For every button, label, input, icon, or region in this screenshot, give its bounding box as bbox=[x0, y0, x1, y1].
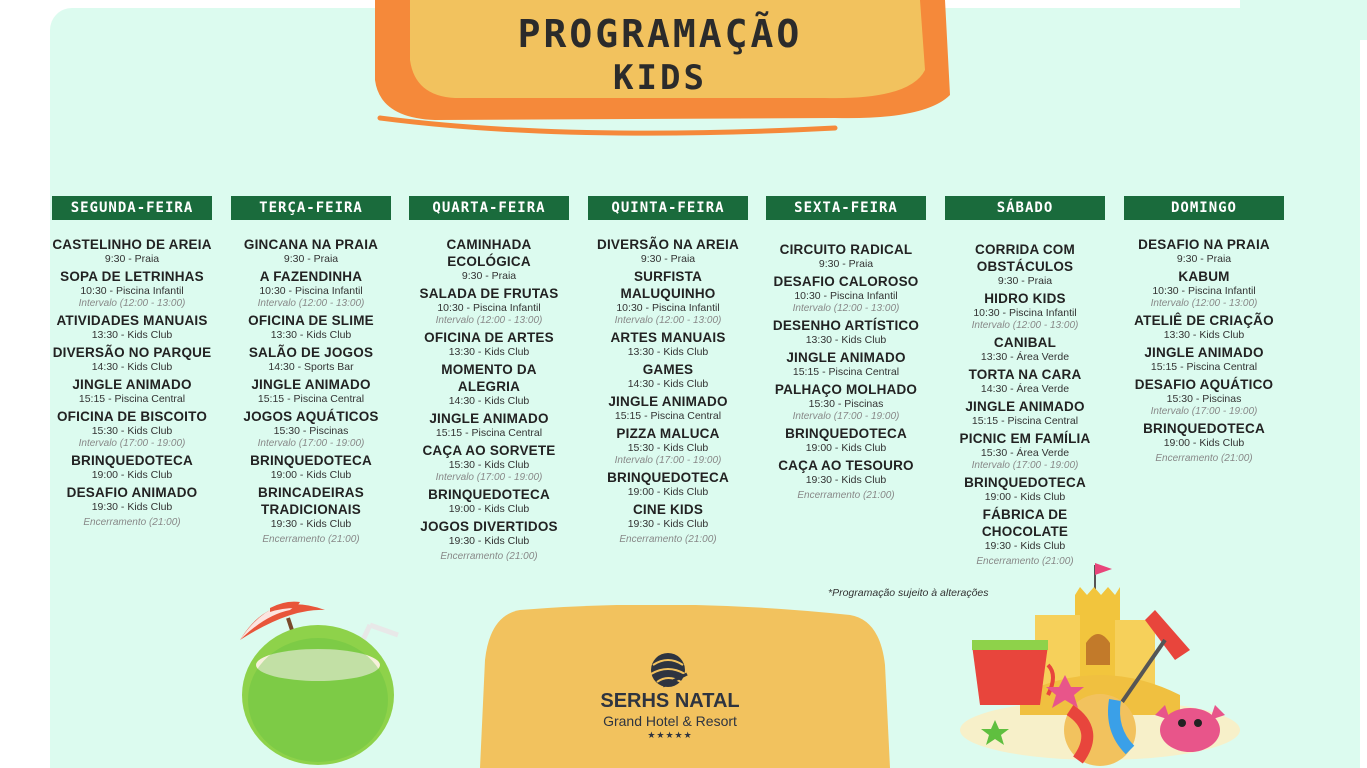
day-column bbox=[766, 196, 926, 502]
event-time-location: 19:00 - Kids Club bbox=[984, 491, 1066, 503]
event-item bbox=[945, 506, 1105, 553]
event-title: CASTELINHO DE AREIA bbox=[52, 237, 212, 252]
event-item bbox=[766, 425, 926, 455]
event-item bbox=[52, 376, 212, 406]
event-title: JOGOS AQUÁTICOS bbox=[243, 409, 379, 424]
event-title: FÁBRICA DE CHOCOLATE bbox=[981, 507, 1069, 539]
event-time-location: 10:30 - Piscina Infantil bbox=[259, 285, 363, 297]
event-time-location: 19:00 - Kids Club bbox=[1163, 437, 1245, 449]
event-time-location: 9:30 - Praia bbox=[997, 275, 1053, 287]
event-item bbox=[588, 236, 748, 266]
event-title: TORTA NA CARA bbox=[968, 367, 1082, 382]
day-column bbox=[588, 196, 748, 546]
event-title: CINE KIDS bbox=[632, 502, 704, 517]
event-title: OFICINA DE SLIME bbox=[248, 313, 374, 328]
event-item bbox=[945, 430, 1105, 472]
day-column bbox=[1124, 196, 1284, 465]
closing-time: Encerramento (21:00) bbox=[619, 534, 717, 545]
event-title: BRINQUEDOTECA bbox=[785, 426, 907, 441]
event-time-location: 19:30 - Kids Club bbox=[984, 540, 1066, 552]
event-interval: Intervalo (17:00 - 19:00) bbox=[1150, 406, 1258, 417]
event-item bbox=[231, 452, 391, 482]
event-title: MOMENTO DA ALEGRIA bbox=[441, 362, 537, 394]
event-interval: Intervalo (12:00 - 13:00) bbox=[971, 320, 1079, 331]
title-banner bbox=[365, 0, 955, 140]
event-time-location: 19:30 - Kids Club bbox=[448, 535, 530, 547]
closing-time: Encerramento (21:00) bbox=[83, 517, 181, 528]
event-time-location: 9:30 - Praia bbox=[461, 270, 517, 282]
event-time-location: 9:30 - Praia bbox=[640, 253, 696, 265]
event-title: JINGLE ANIMADO bbox=[72, 377, 192, 392]
event-item bbox=[1124, 344, 1284, 374]
event-time-location: 19:00 - Kids Club bbox=[627, 486, 709, 498]
brand-stars: ★★★★★ bbox=[647, 731, 693, 741]
event-item bbox=[588, 501, 748, 531]
event-item bbox=[52, 484, 212, 514]
event-time-location: 13:30 - Kids Club bbox=[1163, 329, 1245, 341]
event-item bbox=[52, 344, 212, 374]
event-title: JINGLE ANIMADO bbox=[251, 377, 371, 392]
event-item bbox=[588, 329, 748, 359]
event-item bbox=[1124, 420, 1284, 450]
event-item bbox=[1124, 236, 1284, 266]
event-item bbox=[945, 474, 1105, 504]
day-column bbox=[52, 196, 212, 529]
event-item bbox=[588, 469, 748, 499]
event-time-location: 15:30 - Área Verde bbox=[980, 447, 1070, 459]
event-item bbox=[52, 452, 212, 482]
event-time-location: 9:30 - Praia bbox=[818, 258, 874, 270]
event-title: DESAFIO AQUÁTICO bbox=[1134, 377, 1274, 392]
event-item bbox=[231, 268, 391, 310]
event-item bbox=[588, 268, 748, 327]
event-title: SALADA DE FRUTAS bbox=[419, 286, 559, 301]
event-title: PICNIC EM FAMÍLIA bbox=[959, 431, 1091, 446]
event-item bbox=[588, 361, 748, 391]
sandcastle-illustration bbox=[950, 555, 1240, 768]
event-item bbox=[52, 268, 212, 310]
event-time-location: 19:30 - Kids Club bbox=[805, 474, 887, 486]
event-time-location: 19:00 - Kids Club bbox=[91, 469, 173, 481]
event-time-location: 15:15 - Piscina Central bbox=[614, 410, 722, 422]
closing-time: Encerramento (21:00) bbox=[1155, 453, 1253, 464]
page-title: PROGRAMAÇÃO bbox=[517, 12, 803, 56]
event-item bbox=[945, 334, 1105, 364]
event-list bbox=[945, 241, 1105, 568]
event-list bbox=[409, 236, 569, 563]
event-item bbox=[1124, 376, 1284, 418]
event-title: CANIBAL bbox=[993, 335, 1057, 350]
event-title: BRINCADEIRAS TRADICIONAIS bbox=[258, 485, 364, 517]
event-time-location: 15:15 - Piscina Central bbox=[78, 393, 186, 405]
event-title: BRINQUEDOTECA bbox=[964, 475, 1086, 490]
event-title: JINGLE ANIMADO bbox=[608, 394, 728, 409]
event-interval: Intervalo (17:00 - 19:00) bbox=[614, 455, 722, 466]
event-item bbox=[766, 317, 926, 347]
event-title: BRINQUEDOTECA bbox=[250, 453, 372, 468]
event-interval: Intervalo (17:00 - 19:00) bbox=[78, 438, 186, 449]
event-item bbox=[1124, 312, 1284, 342]
event-time-location: 14:30 - Área Verde bbox=[980, 383, 1070, 395]
event-list bbox=[766, 241, 926, 502]
event-time-location: 15:30 - Piscinas bbox=[1166, 393, 1242, 405]
event-time-location: 10:30 - Piscina Infantil bbox=[616, 302, 720, 314]
closing-time: Encerramento (21:00) bbox=[797, 490, 895, 501]
event-title: CORRIDA COM OBSTÁCULOS bbox=[975, 242, 1075, 274]
event-time-location: 15:15 - Piscina Central bbox=[1150, 361, 1258, 373]
event-title: GAMES bbox=[642, 362, 694, 377]
event-title: DESAFIO NA PRAIA bbox=[1138, 237, 1270, 252]
event-item bbox=[409, 285, 569, 327]
event-item bbox=[588, 393, 748, 423]
background-corner bbox=[1240, 0, 1367, 40]
event-time-location: 15:30 - Kids Club bbox=[627, 442, 709, 454]
closing-time: Encerramento (21:00) bbox=[976, 556, 1074, 567]
event-list bbox=[231, 236, 391, 546]
day-header: SÁBADO bbox=[945, 196, 1105, 220]
day-header: QUARTA-FEIRA bbox=[409, 196, 569, 220]
event-title: JINGLE ANIMADO bbox=[786, 350, 906, 365]
closing-time: Encerramento (21:00) bbox=[440, 551, 538, 562]
event-list bbox=[52, 236, 212, 529]
event-time-location: 19:30 - Kids Club bbox=[270, 518, 352, 530]
event-item bbox=[52, 312, 212, 342]
event-item bbox=[409, 361, 569, 408]
event-item bbox=[766, 381, 926, 423]
event-interval: Intervalo (17:00 - 19:00) bbox=[792, 411, 900, 422]
event-time-location: 9:30 - Praia bbox=[104, 253, 160, 265]
event-time-location: 13:30 - Kids Club bbox=[805, 334, 887, 346]
event-interval: Intervalo (17:00 - 19:00) bbox=[971, 460, 1079, 471]
event-item bbox=[1124, 268, 1284, 310]
event-title: BRINQUEDOTECA bbox=[428, 487, 550, 502]
event-title: ATIVIDADES MANUAIS bbox=[56, 313, 208, 328]
day-header: TERÇA-FEIRA bbox=[231, 196, 391, 220]
event-interval: Intervalo (17:00 - 19:00) bbox=[435, 472, 543, 483]
event-time-location: 9:30 - Praia bbox=[283, 253, 339, 265]
event-title: CIRCUITO RADICAL bbox=[779, 242, 913, 257]
event-interval: Intervalo (17:00 - 19:00) bbox=[257, 438, 365, 449]
event-interval: Intervalo (12:00 - 13:00) bbox=[435, 315, 543, 326]
day-header: SEXTA-FEIRA bbox=[766, 196, 926, 220]
event-list bbox=[1124, 236, 1284, 465]
event-title: BRINQUEDOTECA bbox=[71, 453, 193, 468]
day-column bbox=[945, 196, 1105, 568]
event-title: DIVERSÃO NA AREIA bbox=[597, 237, 739, 252]
event-item bbox=[409, 329, 569, 359]
event-item bbox=[231, 376, 391, 406]
event-time-location: 19:30 - Kids Club bbox=[91, 501, 173, 513]
event-time-location: 14:30 - Sports Bar bbox=[268, 361, 354, 373]
event-title: JINGLE ANIMADO bbox=[429, 411, 549, 426]
event-time-location: 10:30 - Piscina Infantil bbox=[437, 302, 541, 314]
event-interval: Intervalo (12:00 - 13:00) bbox=[792, 303, 900, 314]
event-item bbox=[766, 349, 926, 379]
event-title: ATELIÊ DE CRIAÇÃO bbox=[1134, 313, 1274, 328]
event-title: PIZZA MALUCA bbox=[616, 426, 720, 441]
event-title: OFICINA DE ARTES bbox=[424, 330, 554, 345]
event-title: KABUM bbox=[1178, 269, 1230, 284]
event-item bbox=[766, 457, 926, 487]
event-title: CAÇA AO SORVETE bbox=[422, 443, 556, 458]
event-title: BRINQUEDOTECA bbox=[1143, 421, 1265, 436]
event-title: PALHAÇO MOLHADO bbox=[774, 382, 918, 397]
event-time-location: 15:15 - Piscina Central bbox=[971, 415, 1079, 427]
event-title: CAÇA AO TESOURO bbox=[778, 458, 914, 473]
event-title: DIVERSÃO NO PARQUE bbox=[52, 345, 212, 360]
event-time-location: 19:00 - Kids Club bbox=[270, 469, 352, 481]
event-item bbox=[409, 410, 569, 440]
event-interval: Intervalo (12:00 - 13:00) bbox=[78, 298, 186, 309]
event-time-location: 13:30 - Área Verde bbox=[980, 351, 1070, 363]
event-item bbox=[945, 366, 1105, 396]
event-time-location: 14:30 - Kids Club bbox=[448, 395, 530, 407]
event-title: CAMINHADA ECOLÓGICA bbox=[446, 237, 532, 269]
hotel-globe-icon bbox=[643, 650, 693, 692]
event-title: DESENHO ARTÍSTICO bbox=[772, 318, 920, 333]
event-time-location: 10:30 - Piscina Infantil bbox=[794, 290, 898, 302]
event-time-location: 10:30 - Piscina Infantil bbox=[1152, 285, 1256, 297]
event-time-location: 15:30 - Kids Club bbox=[448, 459, 530, 471]
event-item bbox=[409, 442, 569, 484]
event-item bbox=[231, 236, 391, 266]
event-item bbox=[231, 344, 391, 374]
event-time-location: 13:30 - Kids Club bbox=[448, 346, 530, 358]
event-item bbox=[766, 241, 926, 271]
event-item bbox=[945, 241, 1105, 288]
event-title: SALÃO DE JOGOS bbox=[248, 345, 374, 360]
event-title: HIDRO KIDS bbox=[984, 291, 1066, 306]
event-item bbox=[945, 398, 1105, 428]
day-column bbox=[409, 196, 569, 563]
event-time-location: 19:00 - Kids Club bbox=[805, 442, 887, 454]
event-title: GINCANA NA PRAIA bbox=[243, 237, 379, 252]
coconut-drink-illustration bbox=[230, 590, 410, 768]
event-item bbox=[588, 425, 748, 467]
event-item bbox=[409, 518, 569, 548]
event-time-location: 14:30 - Kids Club bbox=[91, 361, 173, 373]
event-time-location: 13:30 - Kids Club bbox=[91, 329, 173, 341]
event-item bbox=[231, 484, 391, 531]
brand-name: SERHS NATAL bbox=[600, 690, 740, 712]
event-time-location: 19:00 - Kids Club bbox=[448, 503, 530, 515]
footnote: *Programação sujeito à alterações bbox=[828, 587, 989, 599]
event-interval: Intervalo (12:00 - 13:00) bbox=[257, 298, 365, 309]
event-title: A FAZENDINHA bbox=[259, 269, 363, 284]
page-subtitle: KIDS bbox=[613, 58, 707, 98]
event-list bbox=[588, 236, 748, 546]
day-header: QUINTA-FEIRA bbox=[588, 196, 748, 220]
event-time-location: 15:15 - Piscina Central bbox=[792, 366, 900, 378]
event-item bbox=[52, 408, 212, 450]
day-header: SEGUNDA-FEIRA bbox=[52, 196, 212, 220]
event-time-location: 13:30 - Kids Club bbox=[270, 329, 352, 341]
hotel-brand bbox=[560, 690, 780, 742]
event-time-location: 10:30 - Piscina Infantil bbox=[973, 307, 1077, 319]
event-item bbox=[945, 290, 1105, 332]
event-time-location: 19:30 - Kids Club bbox=[627, 518, 709, 530]
event-item bbox=[231, 312, 391, 342]
event-title: SURFISTA MALUQUINHO bbox=[620, 269, 716, 301]
event-item bbox=[409, 236, 569, 283]
day-column bbox=[231, 196, 391, 546]
event-title: JINGLE ANIMADO bbox=[1144, 345, 1264, 360]
event-title: DESAFIO ANIMADO bbox=[66, 485, 198, 500]
event-item bbox=[766, 273, 926, 315]
event-interval: Intervalo (12:00 - 13:00) bbox=[1150, 298, 1258, 309]
brand-subtitle: Grand Hotel & Resort bbox=[603, 713, 737, 729]
event-time-location: 15:15 - Piscina Central bbox=[257, 393, 365, 405]
event-time-location: 9:30 - Praia bbox=[1176, 253, 1232, 265]
event-title: DESAFIO CALOROSO bbox=[773, 274, 919, 289]
event-title: BRINQUEDOTECA bbox=[607, 470, 729, 485]
event-item bbox=[52, 236, 212, 266]
day-header: DOMINGO bbox=[1124, 196, 1284, 220]
event-time-location: 15:30 - Piscinas bbox=[273, 425, 349, 437]
event-time-location: 15:15 - Piscina Central bbox=[435, 427, 543, 439]
event-title: SOPA DE LETRINHAS bbox=[60, 269, 204, 284]
event-time-location: 15:30 - Kids Club bbox=[91, 425, 173, 437]
closing-time: Encerramento (21:00) bbox=[262, 534, 360, 545]
event-time-location: 14:30 - Kids Club bbox=[627, 378, 709, 390]
event-title: JINGLE ANIMADO bbox=[965, 399, 1085, 414]
event-time-location: 15:30 - Piscinas bbox=[808, 398, 884, 410]
event-title: ARTES MANUAIS bbox=[610, 330, 726, 345]
event-time-location: 10:30 - Piscina Infantil bbox=[80, 285, 184, 297]
event-title: OFICINA DE BISCOITO bbox=[56, 409, 208, 424]
event-interval: Intervalo (12:00 - 13:00) bbox=[614, 315, 722, 326]
event-item bbox=[409, 486, 569, 516]
event-item bbox=[231, 408, 391, 450]
event-title: JOGOS DIVERTIDOS bbox=[420, 519, 558, 534]
event-time-location: 13:30 - Kids Club bbox=[627, 346, 709, 358]
